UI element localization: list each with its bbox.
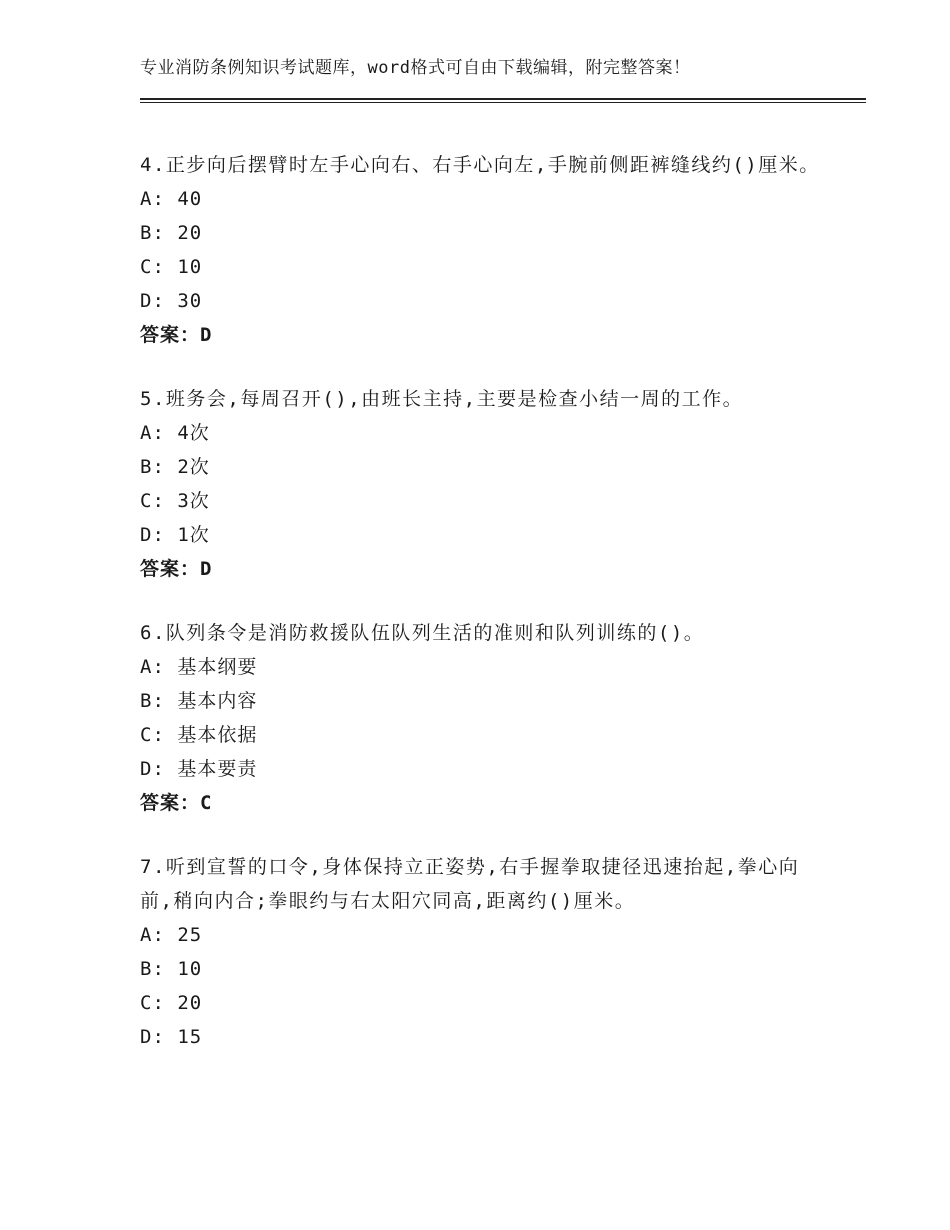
option-b: B: 20 bbox=[140, 222, 203, 244]
answer-line: 答案：D bbox=[140, 558, 213, 580]
question-list bbox=[140, 148, 830, 1084]
answer-line: 答案：D bbox=[140, 324, 213, 346]
option-a: A: 基本纲要 bbox=[140, 656, 258, 678]
option-d: D: 30 bbox=[140, 290, 203, 312]
question-text: 5.班务会,每周召开(),由班长主持,主要是检查小结一周的工作。 bbox=[140, 388, 744, 410]
answer-line: 答案：C bbox=[140, 792, 213, 814]
option-d: D: 基本要责 bbox=[140, 758, 258, 780]
option-a: A: 4次 bbox=[140, 422, 210, 444]
option-d: D: 15 bbox=[140, 1026, 203, 1048]
option-c: C: 3次 bbox=[140, 490, 210, 512]
question-5 bbox=[140, 382, 830, 586]
option-a: A: 40 bbox=[140, 188, 203, 210]
option-b: B: 2次 bbox=[140, 456, 210, 478]
question-7 bbox=[140, 850, 830, 1054]
header-rule-thick bbox=[140, 98, 866, 100]
question-text: 6.队列条令是消防救援队伍队列生活的准则和队列训练的()。 bbox=[140, 622, 705, 644]
question-text: 7.听到宣誓的口令,身体保持立正姿势,右手握拳取捷径迅速抬起,拳心向前,稍向内合;拳眼约与右太阳穴同高,距离约()厘米。 bbox=[140, 856, 800, 912]
question-6 bbox=[140, 616, 830, 820]
option-c: C: 20 bbox=[140, 992, 203, 1014]
header-rule-thin bbox=[140, 102, 866, 103]
option-b: B: 基本内容 bbox=[140, 690, 258, 712]
option-b: B: 10 bbox=[140, 958, 203, 980]
option-a: A: 25 bbox=[140, 924, 203, 946]
option-d: D: 1次 bbox=[140, 524, 210, 546]
option-c: C: 10 bbox=[140, 256, 203, 278]
page-header: 专业消防条例知识考试题库，word格式可自由下载编辑，附完整答案！ bbox=[140, 58, 691, 78]
option-c: C: 基本依据 bbox=[140, 724, 258, 746]
question-text: 4.正步向后摆臂时左手心向右、右手心向左,手腕前侧距裤缝线约()厘米。 bbox=[140, 154, 820, 176]
question-4 bbox=[140, 148, 830, 352]
